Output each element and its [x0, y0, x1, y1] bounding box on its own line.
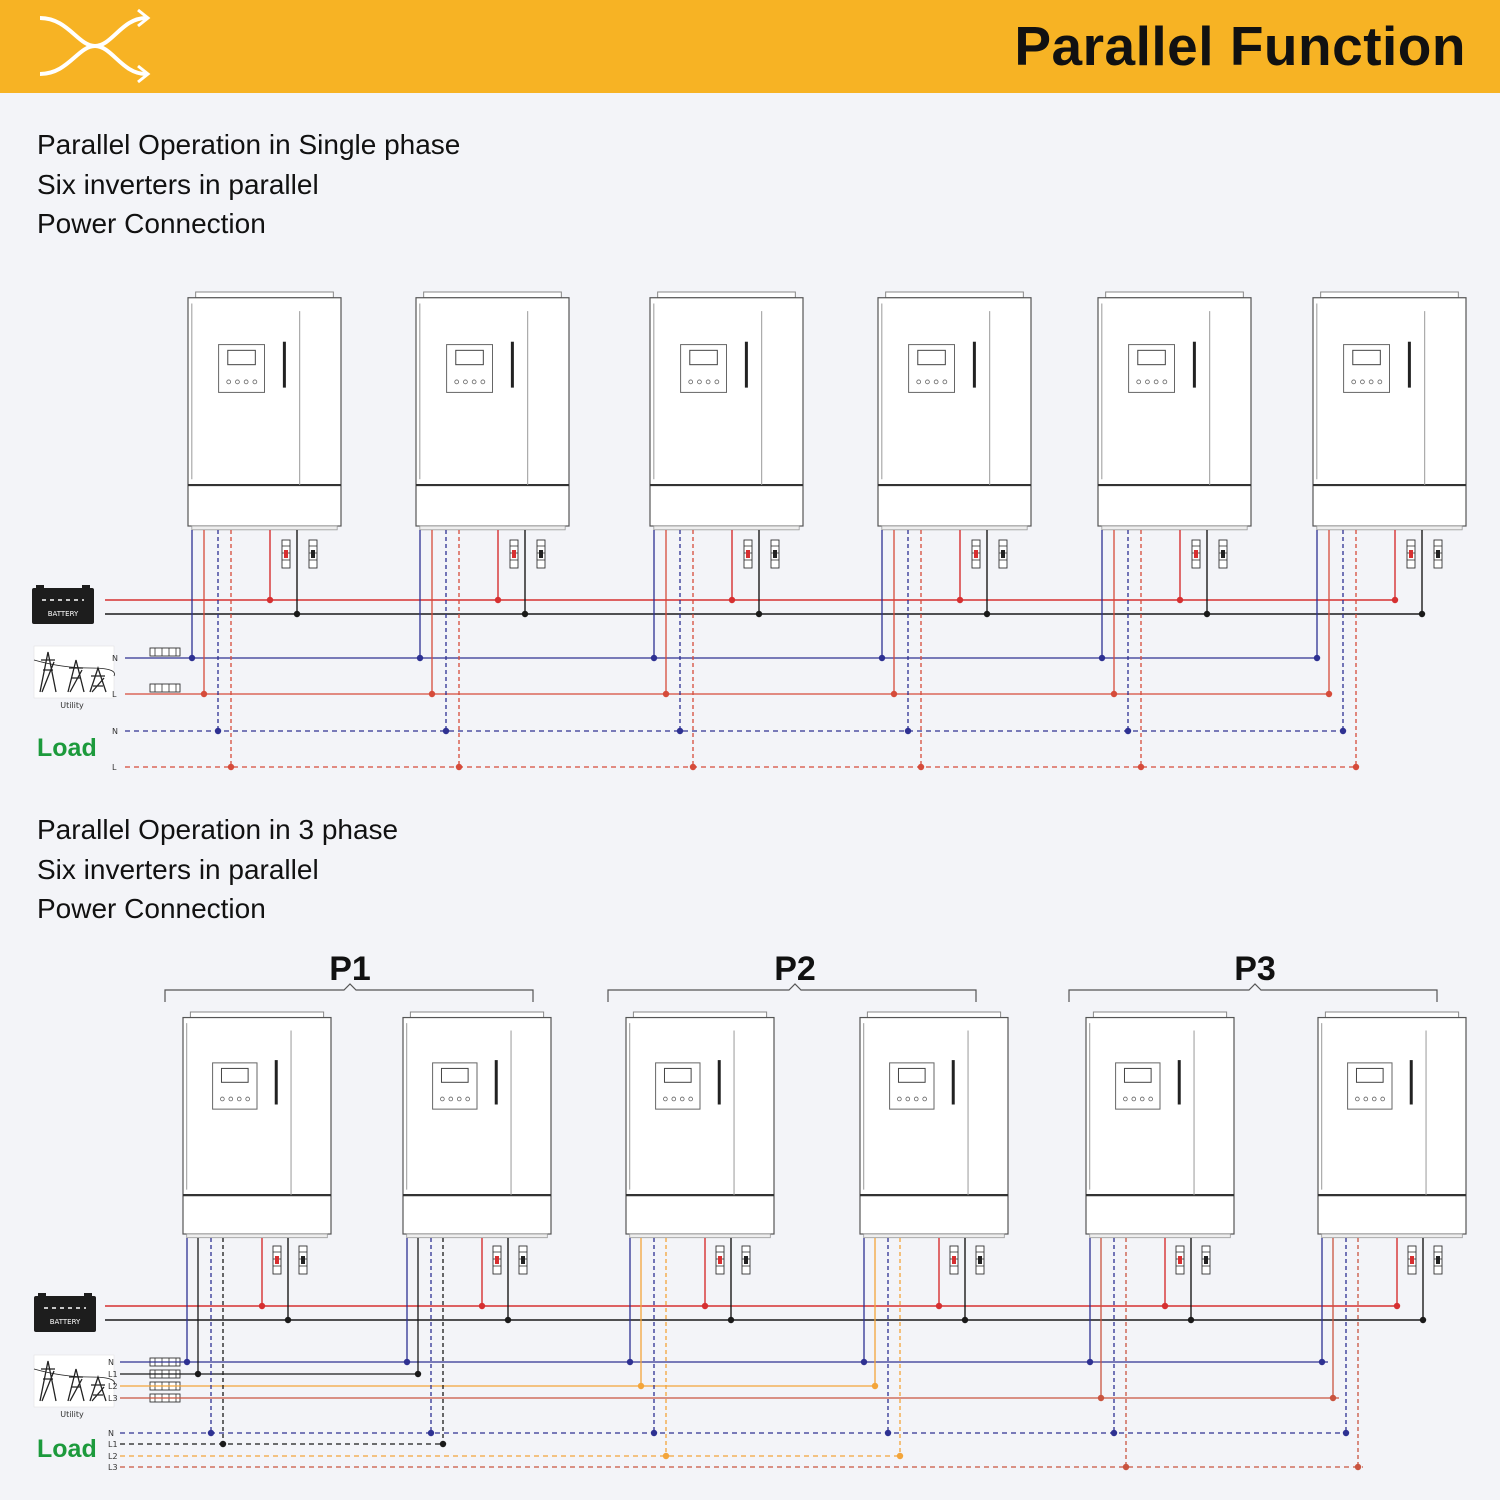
breaker-handle: [1410, 1256, 1414, 1264]
junction-dot: [1319, 1359, 1325, 1365]
utility-pylon-icon: [34, 1355, 115, 1419]
battery-body: [34, 1296, 96, 1332]
breaker-icon: [273, 1246, 281, 1274]
junction-dot: [1162, 1303, 1168, 1309]
utility-line-label-n: N: [112, 654, 118, 663]
breaker-handle: [1409, 550, 1413, 558]
three-phase-diagram: [34, 950, 1466, 1472]
inverter-base: [407, 1234, 548, 1238]
breaker-icon: [150, 684, 180, 692]
junction-dot: [228, 764, 234, 770]
junction-dot: [1111, 691, 1117, 697]
breaker-icon: [1219, 540, 1227, 568]
battery-terminal: [38, 1293, 46, 1297]
inverter-top-cap: [1093, 1012, 1226, 1018]
inverter-lcd-screen: [1124, 1068, 1151, 1082]
section1-line-1: Parallel Operation in Single phase: [37, 129, 461, 160]
load-line-label-3: L3: [108, 1463, 118, 1472]
group-label-1: P1: [329, 950, 371, 988]
load-line-label-2: L2: [108, 1452, 118, 1461]
junction-dot: [1188, 1317, 1194, 1323]
inverter-lcd-screen: [1356, 1068, 1383, 1082]
inverter: [650, 292, 803, 530]
inverter-top-cap: [424, 292, 562, 298]
junction-dot: [184, 1359, 190, 1365]
inverter-base: [420, 526, 565, 530]
breaker-icon: [309, 540, 317, 568]
junction-dot: [456, 764, 462, 770]
inverter: [1098, 292, 1251, 530]
battery-terminal: [84, 1293, 92, 1297]
junction-dot: [729, 597, 735, 603]
junction-dot: [651, 655, 657, 661]
load-line-label-l: L: [112, 763, 117, 772]
junction-dot: [440, 1441, 446, 1447]
inverter-lcd-screen: [228, 350, 256, 364]
junction-dot: [1204, 611, 1210, 617]
junction-dot: [195, 1371, 201, 1377]
inverter-body: [403, 1018, 551, 1234]
section2-line-2: Six inverters in parallel: [37, 853, 319, 885]
inverter-body: [878, 298, 1031, 526]
junction-dot: [962, 1317, 968, 1323]
battery-label: BATTERY: [49, 1318, 81, 1326]
section2-line-3: Power Connection: [37, 893, 266, 924]
inverter-body: [416, 298, 569, 526]
inverter: [183, 1012, 331, 1238]
inverter-top-cap: [658, 292, 796, 298]
inverter: [1313, 292, 1466, 530]
junction-dot: [208, 1430, 214, 1436]
junction-dot: [1392, 597, 1398, 603]
breaker-handle: [1178, 1256, 1182, 1264]
breaker-icon: [1408, 1246, 1416, 1274]
inverter-top-cap: [1106, 292, 1244, 298]
junction-dot: [1123, 1464, 1129, 1470]
battery-icon: [34, 1293, 96, 1332]
inverter-lcd-screen: [1353, 350, 1381, 364]
junction-dot: [936, 1303, 942, 1309]
junction-dot: [1314, 655, 1320, 661]
breaker-icon: [1192, 540, 1200, 568]
junction-dot: [891, 691, 897, 697]
inverter: [403, 1012, 551, 1238]
utility-line-label-3: L3: [108, 1394, 118, 1403]
load-label: Load: [37, 1435, 97, 1463]
junction-dot: [690, 764, 696, 770]
junction-dot: [756, 611, 762, 617]
junction-dot: [1340, 728, 1346, 734]
inverter-base: [187, 1234, 328, 1238]
inverter-lcd-screen: [1138, 350, 1166, 364]
junction-dot: [267, 597, 273, 603]
inverter: [416, 292, 569, 530]
junction-dot: [285, 1317, 291, 1323]
page-title: Parallel Function: [1014, 15, 1466, 77]
breaker-handle: [1221, 550, 1225, 558]
junction-dot: [638, 1383, 644, 1389]
breaker-handle: [1436, 550, 1440, 558]
junction-dot: [220, 1441, 226, 1447]
inverter-lcd-screen: [221, 1068, 248, 1082]
junction-dot: [879, 655, 885, 661]
inverter-base: [192, 526, 337, 530]
breaker-icon: [742, 1246, 750, 1274]
inverter-body: [1086, 1018, 1234, 1234]
breaker-body: [150, 684, 180, 692]
breaker-body: [150, 648, 180, 656]
junction-dot: [495, 597, 501, 603]
utility-line-label-l: L: [112, 690, 117, 699]
junction-dot: [259, 1303, 265, 1309]
junction-dot: [443, 728, 449, 734]
inverter-body: [860, 1018, 1008, 1234]
utility-label: Utility: [60, 1410, 84, 1419]
junction-dot: [677, 728, 683, 734]
junction-dot: [861, 1359, 867, 1365]
breaker-handle: [284, 550, 288, 558]
junction-dot: [627, 1359, 633, 1365]
breaker-handle: [978, 1256, 982, 1264]
breaker-handle: [746, 550, 750, 558]
section2-line-1: Parallel Operation in 3 phase: [37, 814, 399, 845]
junction-dot: [1326, 691, 1332, 697]
junction-dot: [189, 655, 195, 661]
breaker-icon: [972, 540, 980, 568]
group-label-3: P3: [1234, 950, 1276, 988]
breaker-icon: [1176, 1246, 1184, 1274]
junction-dot: [1330, 1395, 1336, 1401]
inverter-body: [183, 1018, 331, 1234]
junction-dot: [984, 611, 990, 617]
inverter: [1318, 1012, 1466, 1238]
junction-dot: [728, 1317, 734, 1323]
breaker-icon: [537, 540, 545, 568]
junction-dot: [872, 1383, 878, 1389]
breaker-icon: [976, 1246, 984, 1274]
junction-dot: [479, 1303, 485, 1309]
inverter: [878, 292, 1031, 530]
breaker-icon: [1434, 1246, 1442, 1274]
junction-dot: [663, 1453, 669, 1459]
breaker-icon: [510, 540, 518, 568]
inverter-top-cap: [886, 292, 1024, 298]
breaker-handle: [952, 1256, 956, 1264]
junction-dot: [702, 1303, 708, 1309]
load-line-label-n: N: [112, 727, 118, 736]
inverter: [188, 292, 341, 530]
junction-dot: [522, 611, 528, 617]
inverter-top-cap: [410, 1012, 543, 1018]
section1-line-3: Power Connection: [37, 208, 266, 239]
junction-dot: [1177, 597, 1183, 603]
inverter-lcd-screen: [898, 1068, 925, 1082]
junction-dot: [428, 1430, 434, 1436]
breaker-handle: [744, 1256, 748, 1264]
junction-dot: [651, 1430, 657, 1436]
inverter-base: [1090, 1234, 1231, 1238]
breaker-handle: [718, 1256, 722, 1264]
inverter: [1086, 1012, 1234, 1238]
battery-body: [32, 588, 94, 624]
breaker-icon: [1202, 1246, 1210, 1274]
utility-frame: [34, 1355, 114, 1407]
inverter: [860, 1012, 1008, 1238]
breaker-icon: [950, 1246, 958, 1274]
junction-dot: [404, 1359, 410, 1365]
junction-dot: [885, 1430, 891, 1436]
junction-dot: [1098, 1395, 1104, 1401]
inverter-base: [882, 526, 1027, 530]
junction-dot: [201, 691, 207, 697]
junction-dot: [1394, 1303, 1400, 1309]
junction-dot: [1419, 611, 1425, 617]
breaker-handle: [521, 1256, 525, 1264]
inverter-body: [188, 298, 341, 526]
breaker-handle: [275, 1256, 279, 1264]
junction-dot: [663, 691, 669, 697]
inverter-base: [1322, 1234, 1463, 1238]
junction-dot: [918, 764, 924, 770]
breaker-icon: [493, 1246, 501, 1274]
breaker-icon: [282, 540, 290, 568]
breaker-handle: [1194, 550, 1198, 558]
breaker-icon: [771, 540, 779, 568]
inverter-base: [864, 1234, 1005, 1238]
junction-dot: [1343, 1430, 1349, 1436]
section1-line-2: Six inverters in parallel: [37, 168, 319, 200]
utility-line-label-2: L2: [108, 1382, 118, 1391]
inverter-body: [650, 298, 803, 526]
junction-dot: [415, 1371, 421, 1377]
group-label-2: P2: [774, 950, 816, 988]
inverter: [626, 1012, 774, 1238]
junction-dot: [1087, 1359, 1093, 1365]
inverter-body: [1098, 298, 1251, 526]
inverter-base: [630, 1234, 771, 1238]
junction-dot: [1111, 1430, 1117, 1436]
breaker-icon: [744, 540, 752, 568]
inverter-top-cap: [867, 1012, 1000, 1018]
single-phase-diagram: [32, 292, 1466, 772]
junction-dot: [294, 611, 300, 617]
breaker-handle: [512, 550, 516, 558]
breaker-handle: [539, 550, 543, 558]
junction-dot: [1353, 764, 1359, 770]
utility-frame: [34, 646, 114, 698]
load-label: Load: [37, 734, 97, 762]
inverter-lcd-screen: [690, 350, 718, 364]
inverter-base: [1317, 526, 1462, 530]
inverter-body: [626, 1018, 774, 1234]
breaker-icon: [1407, 540, 1415, 568]
breaker-icon: [1434, 540, 1442, 568]
junction-dot: [417, 655, 423, 661]
inverter-top-cap: [633, 1012, 766, 1018]
breaker-icon: [716, 1246, 724, 1274]
inverter-body: [1313, 298, 1466, 526]
junction-dot: [1138, 764, 1144, 770]
breaker-handle: [301, 1256, 305, 1264]
junction-dot: [505, 1317, 511, 1323]
junction-dot: [1099, 655, 1105, 661]
utility-line-label-1: L1: [108, 1370, 118, 1379]
junction-dot: [215, 728, 221, 734]
breaker-handle: [1204, 1256, 1208, 1264]
inverter-lcd-screen: [456, 350, 484, 364]
battery-icon: [32, 585, 94, 624]
inverter-lcd-screen: [441, 1068, 468, 1082]
battery-terminal: [36, 585, 44, 589]
inverter-lcd-screen: [918, 350, 946, 364]
utility-pylon-icon: [34, 646, 115, 710]
breaker-handle: [1436, 1256, 1440, 1264]
breaker-icon: [150, 648, 180, 656]
utility-line-label-0: N: [108, 1358, 114, 1367]
breaker-handle: [1001, 550, 1005, 558]
inverter-top-cap: [190, 1012, 323, 1018]
inverter-body: [1318, 1018, 1466, 1234]
breaker-handle: [311, 550, 315, 558]
junction-dot: [1420, 1317, 1426, 1323]
breaker-handle: [974, 550, 978, 558]
breaker-icon: [519, 1246, 527, 1274]
breaker-icon: [999, 540, 1007, 568]
junction-dot: [905, 728, 911, 734]
inverter-lcd-screen: [664, 1068, 691, 1082]
junction-dot: [897, 1453, 903, 1459]
load-line-label-1: L1: [108, 1440, 118, 1449]
inverter-top-cap: [196, 292, 334, 298]
battery-label: BATTERY: [47, 610, 79, 618]
junction-dot: [1355, 1464, 1361, 1470]
junction-dot: [1125, 728, 1131, 734]
junction-dot: [957, 597, 963, 603]
inverter-base: [1102, 526, 1247, 530]
battery-terminal: [82, 585, 90, 589]
breaker-icon: [299, 1246, 307, 1274]
inverter-base: [654, 526, 799, 530]
utility-label: Utility: [60, 701, 84, 710]
breaker-handle: [495, 1256, 499, 1264]
junction-dot: [429, 691, 435, 697]
load-line-label-0: N: [108, 1429, 114, 1438]
inverter-top-cap: [1325, 1012, 1458, 1018]
inverter-top-cap: [1321, 292, 1459, 298]
breaker-handle: [773, 550, 777, 558]
